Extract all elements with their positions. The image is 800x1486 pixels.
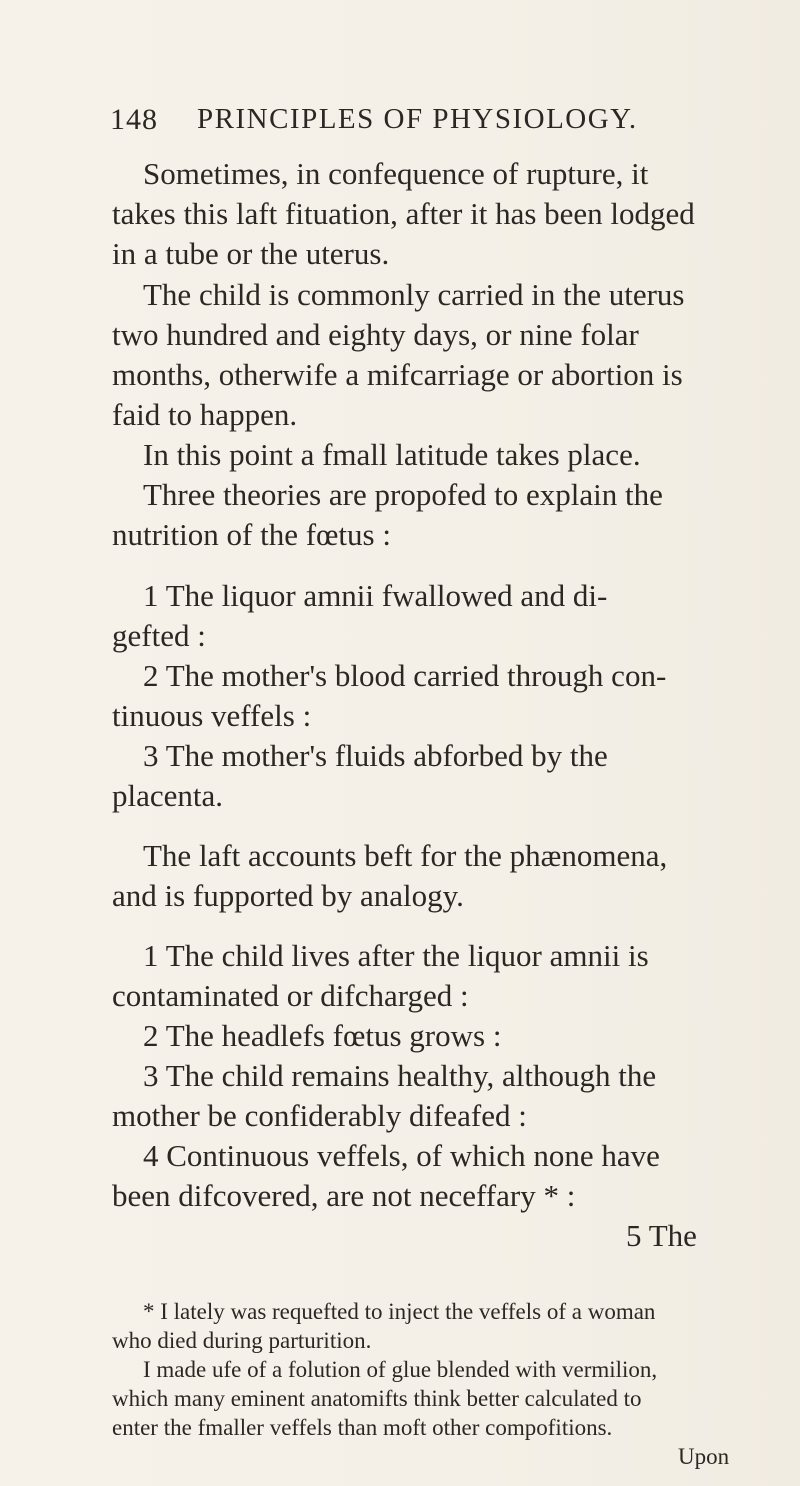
body-line: in a tube or the uterus.: [112, 236, 390, 271]
body-line: 3 The child remains healthy, although the: [143, 1058, 657, 1093]
footnote-line: who died during parturition.: [112, 1328, 372, 1353]
body-line: contaminated or difcharged :: [112, 978, 469, 1013]
body-line: 3 The mother's fluids abforbed by the: [143, 738, 608, 773]
page-number: 148: [110, 103, 158, 136]
footnote-line: I made ufe of a folution of glue blended with vermilion,: [143, 1357, 658, 1382]
body-line: nutrition of the fœtus :: [112, 517, 391, 552]
body-line: months, otherwife a mifcarriage or abortion is: [112, 357, 683, 392]
page-header: [110, 103, 730, 143]
body-line: Sometimes, in confequence of rupture, it: [143, 156, 649, 191]
body-line: In this point a fmall latitude takes place.: [143, 437, 641, 472]
footnote-line: which many eminent anatomifts think better calculated to: [112, 1386, 642, 1411]
body-line: 1 The liquor amnii fwallowed and di-: [143, 578, 608, 613]
body-line: Three theories are propofed to explain the: [143, 477, 663, 512]
body-line: 1 The child lives after the liquor amnii is: [143, 938, 649, 973]
body-line: The child is commonly carried in the uterus: [143, 277, 685, 312]
body-line: gefted :: [112, 618, 206, 653]
body-line: 4 Continuous veffels, of which none have: [143, 1138, 660, 1173]
body-line: two hundred and eighty days, or nine folar: [112, 317, 639, 352]
footnote-line: * I lately was requefted to inject the veffels of a woman: [143, 1299, 656, 1324]
body-line: been difcovered, are not neceffary * :: [112, 1178, 576, 1213]
body-line: tinuous veffels :: [112, 698, 312, 733]
body-line: The laft accounts beft for the phænomena,: [143, 838, 668, 873]
footnote-line: enter the fmaller veffels than moft other compofitions.: [112, 1415, 613, 1440]
running-head: PRINCIPLES OF PHYSIOLOGY.: [197, 103, 638, 135]
body-line: takes this laft fituation, after it has been lodged: [112, 196, 695, 231]
footnote-catchword: Upon: [678, 1444, 730, 1469]
body-line: and is fupported by analogy.: [112, 878, 464, 913]
body-line: 2 The mother's blood carried through con-: [143, 658, 667, 693]
body-line: mother be confiderably difeafed :: [112, 1098, 527, 1133]
body-line: 2 The headlefs fœtus grows :: [143, 1018, 502, 1053]
body-line: faid to happen.: [112, 397, 298, 432]
body-line: placenta.: [112, 778, 224, 813]
catchword: 5 The: [626, 1218, 697, 1253]
